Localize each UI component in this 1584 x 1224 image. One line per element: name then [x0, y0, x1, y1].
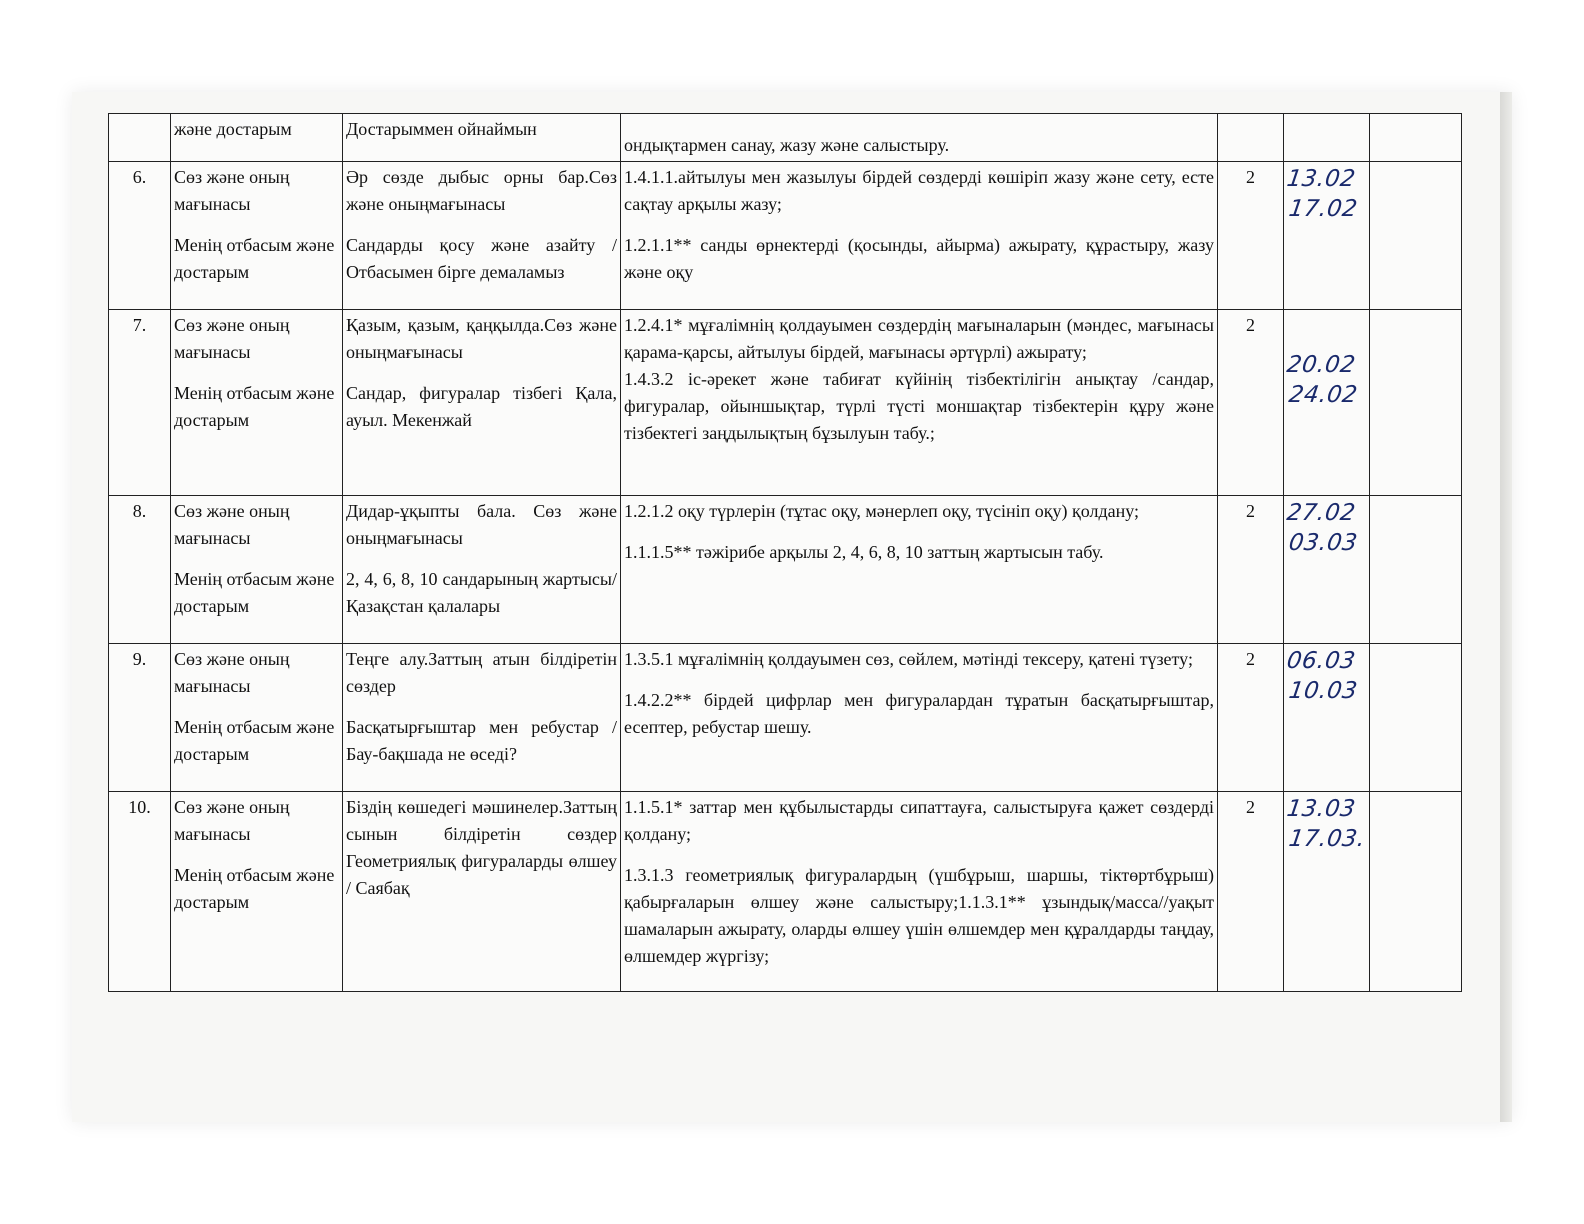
hours-cell: 2	[1218, 162, 1284, 310]
topic-cell	[171, 644, 343, 792]
theme-b: Басқатырғыштар мен ребустар /Бау-бақшада не өседі?	[346, 717, 617, 764]
objective-a: 1.2.4.1* мұғалімнің қолдауымен сөздердің мағыналарын (мәндес, мағынасы қарама-қарсы, айтылуы бірдей, мағынасы әртүрлі) ажырату;	[624, 315, 1214, 362]
objective-text: ондықтармен санау, жазу және салыстыру.	[624, 135, 950, 155]
row-number-cell	[109, 114, 171, 162]
handwritten-date: 17.03.	[1287, 826, 1367, 852]
theme-a: Біздің көшедегі мәшинелер.Заттың сынын білдіретін сөздер Геометриялық фигураларды өлшеу / Саябақ	[346, 797, 617, 898]
hours-cell: 2	[1218, 644, 1284, 792]
topic-a: Сөз және оның мағынасы	[174, 649, 290, 696]
row-number-cell: 8.	[109, 496, 171, 644]
objective-cell	[621, 310, 1218, 496]
handwritten-date: 13.03	[1285, 796, 1358, 822]
topic-cell	[171, 114, 343, 162]
note-cell	[1370, 162, 1462, 310]
objective-a: 1.4.1.1.айтылуы мен жазылуы бірдей сөздерді көшіріп жазу және сету, есте сақтау арқылы жазу;	[624, 167, 1214, 214]
objective-b: 1.1.1.5** тәжірибе арқылы 2, 4, 6, 8, 10 заттың жартысын табу.	[624, 542, 1104, 562]
table-row	[109, 644, 1462, 792]
topic-b: Менің отбасым және достарым	[174, 383, 335, 430]
theme-a: Қазым, қазым, қаңқылда.Сөз және оныңмағынасы	[346, 315, 617, 362]
handwritten-date: 03.03	[1287, 530, 1360, 556]
hours-cell: 2	[1218, 792, 1284, 992]
table-row	[109, 310, 1462, 496]
handwritten-date: 20.02	[1285, 352, 1358, 378]
objective-a: 1.2.1.2 оқу түрлерін (тұтас оқу, мәнерлеп оқу, түсініп оқу) қолдану;	[624, 501, 1140, 521]
note-cell	[1370, 114, 1462, 162]
date-cell	[1284, 792, 1370, 992]
hours-cell	[1218, 114, 1284, 162]
theme-b: Сандар, фигуралар тізбегі Қала, ауыл. Мекенжай	[346, 383, 617, 430]
topic-cell	[171, 792, 343, 992]
handwritten-date: 27.02	[1285, 500, 1358, 526]
topic-a: Сөз және оның мағынасы	[174, 167, 290, 214]
topic-b: Менің отбасым және достарым	[174, 717, 335, 764]
objective-a: 1.3.5.1 мұғалімнің қолдауымен сөз, сөйлем, мәтінді тексеру, қатені түзету;	[624, 649, 1193, 669]
table-row	[109, 496, 1462, 644]
date-cell	[1284, 114, 1370, 162]
topic-cell	[171, 310, 343, 496]
topic-b: Менің отбасым және достарым	[174, 235, 335, 282]
topic-b: Менің отбасым және достарым	[174, 569, 335, 616]
objective-cell	[621, 496, 1218, 644]
theme-cell	[343, 114, 621, 162]
table-row	[109, 162, 1462, 310]
topic-text: және достарым	[174, 119, 292, 139]
theme-text: Достарыммен ойнаймын	[346, 119, 537, 139]
date-cell	[1284, 644, 1370, 792]
topic-a: Сөз және оның мағынасы	[174, 797, 290, 844]
theme-cell	[343, 162, 621, 310]
paper-edge	[1500, 92, 1512, 1122]
row-number-cell: 9.	[109, 644, 171, 792]
topic-a: Сөз және оның мағынасы	[174, 315, 290, 362]
handwritten-date: 24.02	[1287, 382, 1360, 408]
table-row	[109, 792, 1462, 992]
theme-b: Сандарды қосу және азайту / Отбасымен бірге демаламыз	[346, 235, 617, 282]
theme-b: 2, 4, 6, 8, 10 сандарының жартысы/Қазақстан қалалары	[346, 569, 617, 616]
theme-cell	[343, 644, 621, 792]
theme-cell	[343, 792, 621, 992]
handwritten-date: 10.03	[1287, 678, 1360, 704]
handwritten-date: 06.03	[1285, 648, 1358, 674]
theme-a: Әр сөзде дыбыс орны бар.Сөз және оныңмағынасы	[346, 167, 617, 214]
objective-b: 1.2.1.1** санды өрнектерді (қосынды, айырма) ажырату, құрастыру, жазу және оқу	[624, 235, 1214, 282]
date-cell	[1284, 162, 1370, 310]
theme-cell	[343, 310, 621, 496]
objective-b: 1.4.3.2 іс-әрекет және табиғат күйінің тізбектілігін анықтау /сандар, фигуралар, ойыншықтар, түрлі түсті моншақтар тізбектерін құру және тізбектегі заңдылықтың бұзылуын табу.;	[624, 369, 1214, 443]
hours-cell: 2	[1218, 496, 1284, 644]
objective-b: 1.3.1.3 геометриялық фигуралардың (үшбұрыш, шаршы, тіктөртбұрыш) қабырғаларын өлшеу және салыстыру;1.1.3.1** ұзындық/масса//уақыт шамаларын ажырату, оларды өлшеу үшін өлшемдер мен құралдарды таңдау, өлшемдер жүргізу;	[624, 865, 1214, 966]
theme-a: Теңге алу.Заттың атын білдіретін сөздер	[346, 649, 617, 696]
objective-cell	[621, 114, 1218, 162]
theme-a: Дидар-ұқыпты бала. Сөз және оныңмағынасы	[346, 501, 617, 548]
topic-a: Сөз және оның мағынасы	[174, 501, 290, 548]
note-cell	[1370, 644, 1462, 792]
note-cell	[1370, 310, 1462, 496]
theme-cell	[343, 496, 621, 644]
note-cell	[1370, 792, 1462, 992]
row-number-cell: 7.	[109, 310, 171, 496]
objective-a: 1.1.5.1* заттар мен құбылыстарды сипаттауға, салыстыруға қажет сөздерді қолдану;	[624, 797, 1214, 844]
hours-cell: 2	[1218, 310, 1284, 496]
row-number-cell: 10.	[109, 792, 171, 992]
lesson-plan-table	[108, 113, 1462, 992]
topic-cell	[171, 496, 343, 644]
row-number-cell: 6.	[109, 162, 171, 310]
handwritten-date: 13.02	[1285, 166, 1358, 192]
objective-cell	[621, 792, 1218, 992]
handwritten-date: 17.02	[1287, 196, 1360, 222]
date-cell	[1284, 496, 1370, 644]
date-cell	[1284, 310, 1370, 496]
objective-b: 1.4.2.2** бірдей цифрлар мен фигуралардан тұратын басқатырғыштар, есептер, ребустар шешу.	[624, 690, 1214, 737]
topic-b: Менің отбасым және достарым	[174, 865, 335, 912]
table-row	[109, 114, 1462, 162]
topic-cell	[171, 162, 343, 310]
objective-cell	[621, 162, 1218, 310]
note-cell	[1370, 496, 1462, 644]
objective-cell	[621, 644, 1218, 792]
